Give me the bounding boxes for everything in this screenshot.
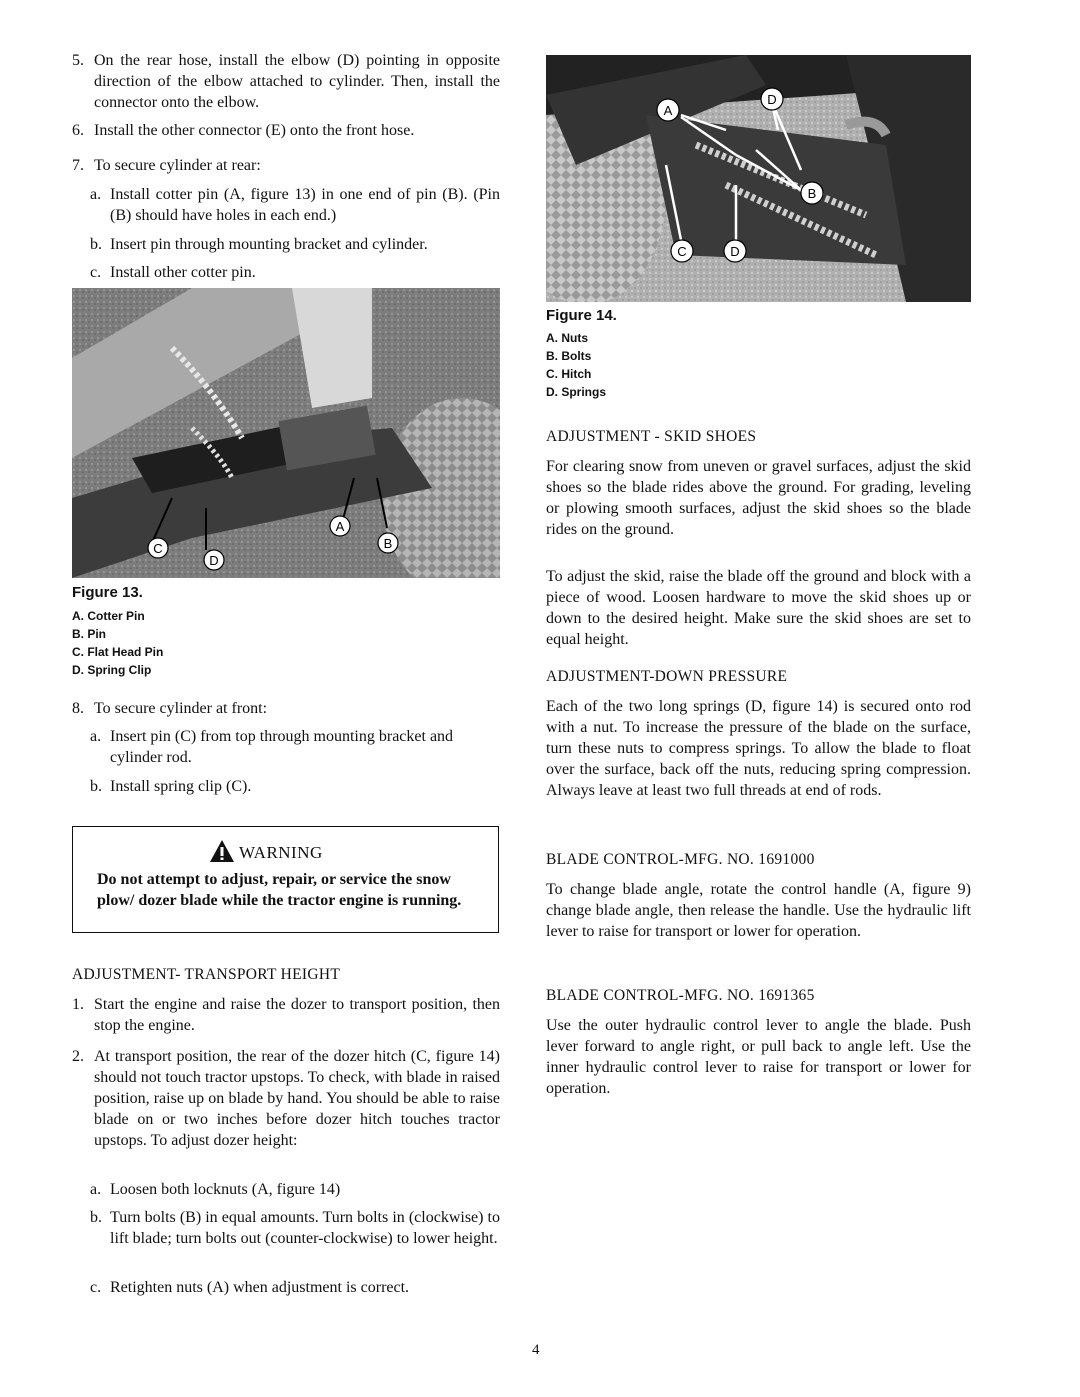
fig13-legend-c: C. Flat Head Pin [72, 645, 164, 659]
skid-shoes-heading: ADJUSTMENT - SKID SHOES [546, 428, 757, 445]
fig13-callout-c: C [153, 541, 163, 556]
transport-height-heading: ADJUSTMENT- TRANSPORT HEIGHT [72, 966, 341, 983]
fig13-callout-a: A [335, 519, 345, 534]
fig14-callout-a: A [663, 103, 673, 118]
warning-box [72, 826, 499, 933]
fig13-legend-a: A. Cotter Pin [72, 609, 145, 623]
figure-13-photo [72, 288, 500, 578]
blade-control-1691365-paragraph: Use the outer hydraulic control lever to angle the blade. Push lever forward to angle right, or pull back to angle left. Use the inner hydraulic control lever to raise for transport or lower for operation. [546, 1017, 971, 1097]
figure-13-illustration [72, 288, 500, 578]
fig13-legend-d: D. Spring Clip [72, 663, 152, 677]
figure-14-illustration [546, 55, 971, 302]
figure-14-legend [546, 329, 606, 401]
warning-icon [209, 839, 235, 863]
fig14-callout-d-bottom: D [730, 244, 740, 259]
blade-control-1691000-paragraph: To change blade angle, rotate the control handle (A, figure 9) change blade angle, then release the handle. Use the hydraulic lift lever to raise for transport or lower for operation. [546, 881, 971, 940]
fig13-callout-d: D [209, 553, 219, 568]
blade-control-1691000-heading: BLADE CONTROL-MFG. NO. 1691000 [546, 851, 815, 868]
fig14-callout-b: B [807, 186, 817, 201]
blade-control-1691365-heading: BLADE CONTROL-MFG. NO. 1691365 [546, 987, 815, 1004]
figure-13-title: Figure 13. [72, 584, 143, 601]
down-pressure-paragraph: Each of the two long springs (D, figure 14) is secured onto rod with a nut. To increase the pressure of the blade on the surface, turn these nuts to compress springs. To allow the blade to float over the surface, back off the nuts, reducing spring compression. Always leave at least two full threads at end of rods. [546, 698, 971, 799]
fig14-legend-b: B. Bolts [546, 349, 592, 363]
figure-14-title: Figure 14. [546, 307, 617, 324]
page-number: 4 [532, 1342, 540, 1358]
fig14-callout-d-top: D [767, 92, 777, 107]
figure-14-photo [546, 55, 971, 302]
warning-text: Do not attempt to adjust, repair, or service the snow plow/ dozer blade while the tractor engine is running. [97, 871, 462, 909]
figure-13-legend [72, 607, 163, 679]
fig14-legend-c: C. Hitch [546, 367, 592, 381]
skid-shoes-paragraph-1: For clearing snow from uneven or gravel surfaces, adjust the skid shoes so the blade rides above the ground. For grading, leveling or plowing smooth surfaces, adjust the skid shoes so the blade rides on the ground. [546, 458, 971, 538]
down-pressure-heading: ADJUSTMENT-DOWN PRESSURE [546, 668, 788, 685]
fig14-callout-c: C [677, 244, 687, 259]
warning-title: WARNING [239, 843, 323, 862]
fig13-callout-b: B [383, 536, 393, 551]
skid-shoes-paragraph-2: To adjust the skid, raise the blade off the ground and block with a piece of wood. Loosen hardware to move the skid shoes up or down to the desired height. Make sure the skid shoes are set to equal height. [546, 568, 971, 648]
fig14-legend-d: D. Springs [546, 385, 607, 399]
fig14-legend-a: A. Nuts [546, 331, 588, 345]
fig13-legend-b: B. Pin [72, 627, 107, 641]
